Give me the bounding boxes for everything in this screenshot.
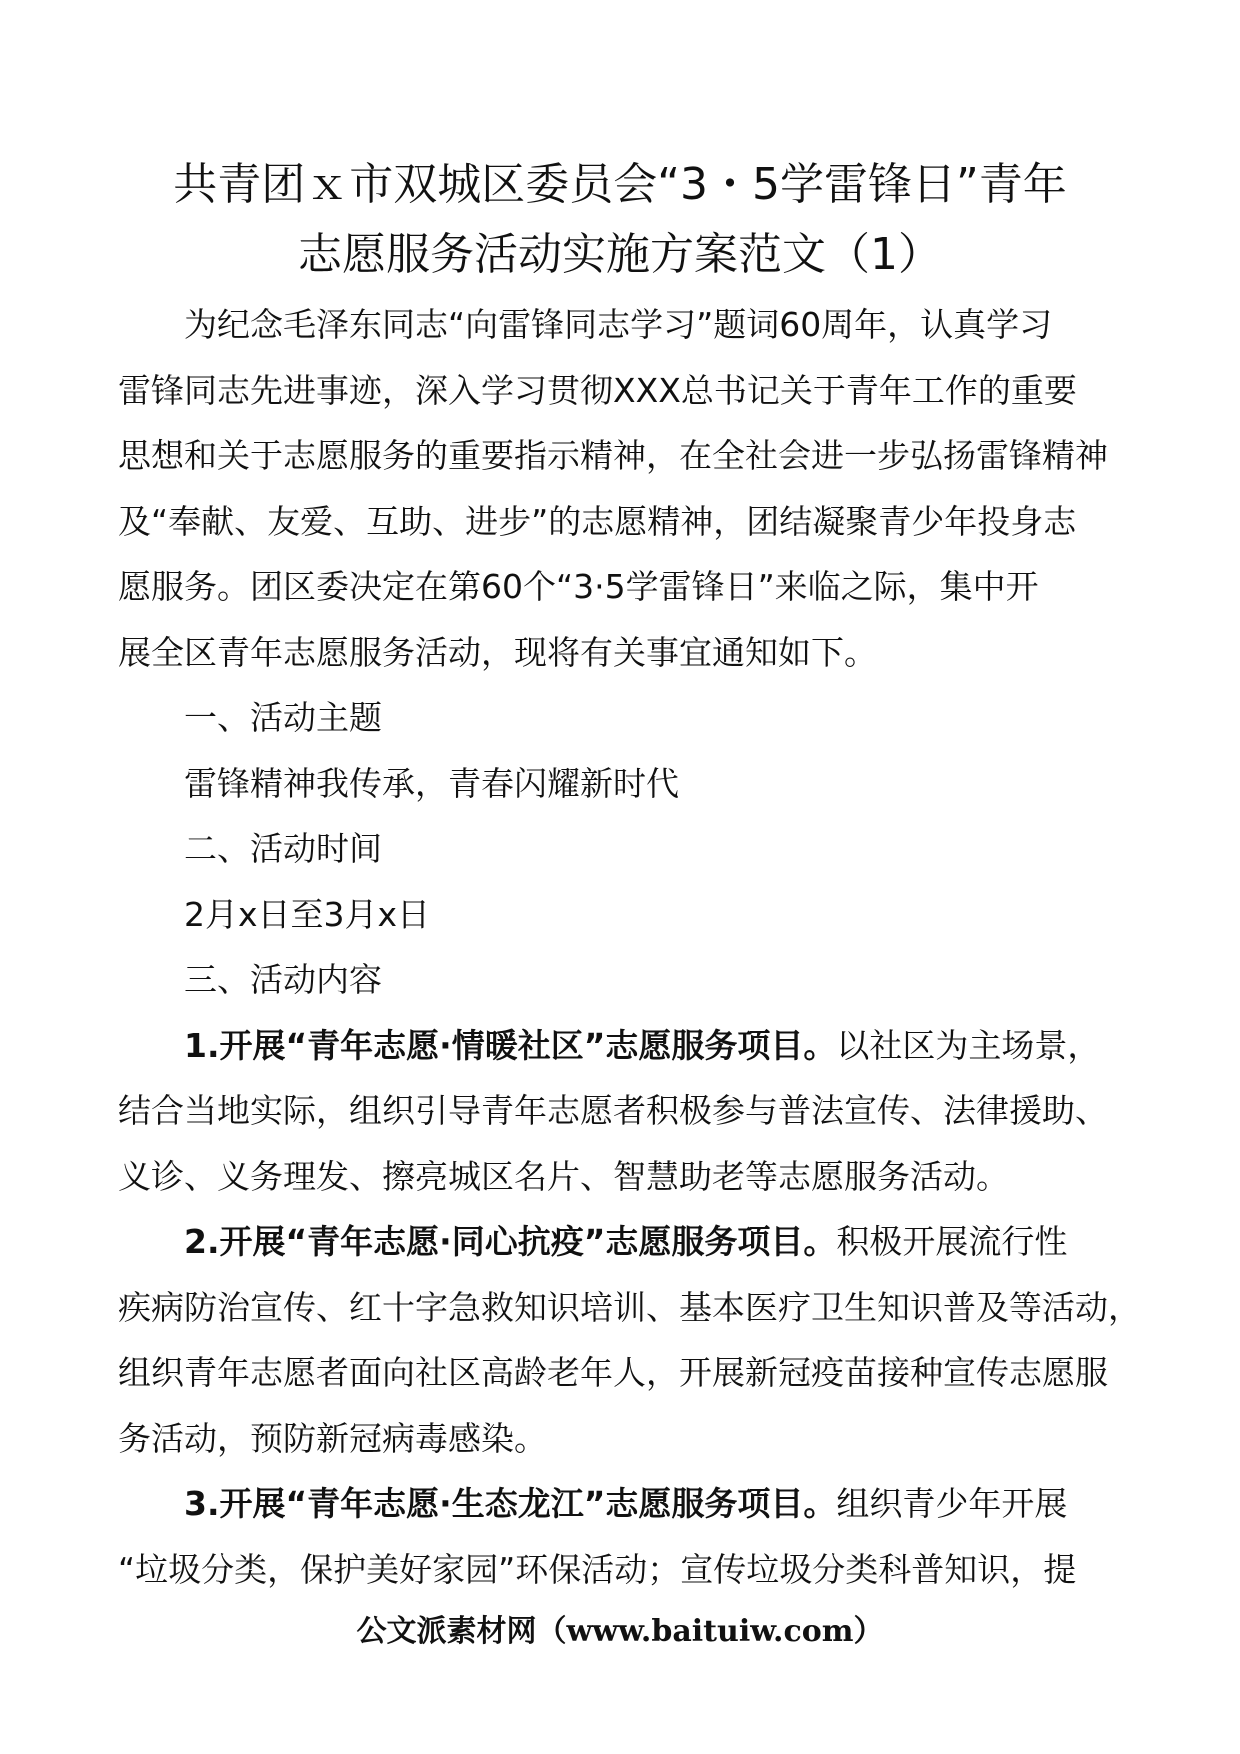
section-2-content [118,882,1148,948]
item-text: 以社区为主场景， [836,1025,1101,1065]
item-title: 2.开展“青年志愿·同心抗疫”志愿服务项目。 [184,1222,837,1261]
item-text: 组织青少年开展 [836,1484,1068,1523]
intro-paragraph [118,292,1148,685]
section-heading-text: 一、活动主题 [184,698,382,737]
item-title: 1.开展“青年志愿·情暖社区”志愿服务项目。 [184,1025,837,1065]
section-2-heading [118,816,1148,882]
item-line: 务活动，预防新冠病毒感染。 [118,1418,547,1458]
item-line: 结合当地实际，组织引导青年志愿者积极参与普法宣传、法律援助、 [118,1091,1108,1130]
section-content-text: 2月x日至3月x日 [184,894,431,934]
section-1-heading [118,685,1148,751]
title-line-2: 志愿服务活动实施方案范文（1） [298,229,942,280]
intro-line: 及“奉献、友爱、互助、进步”的志愿精神，团结凝聚青少年投身志 [118,501,1077,541]
document-title [100,150,1140,290]
intro-line: 为纪念毛泽东同志“向雷锋同志学习”题词60周年，认真学习 [184,305,1053,344]
activity-item-3 [118,1471,1148,1602]
section-1-content [118,751,1148,817]
intro-line: 展全区青年志愿服务活动，现将有关事宜通知如下。 [118,632,877,672]
section-heading-text: 二、活动时间 [184,829,382,868]
document-body [118,292,1148,1602]
item-line: 义诊、义务理发、擦亮城区名片、智慧助老等志愿服务活动。 [118,1156,1009,1196]
item-line [118,1471,1148,1537]
item-line: 疾病防治宣传、红十字急救知识培训、基本医疗卫生知识普及等活动， [118,1287,1141,1327]
intro-line: 思想和关于志愿服务的重要指示精神，在全社会进一步弘扬雷锋精神 [118,436,1108,475]
section-content-text: 雷锋精神我传承，青春闪耀新时代 [184,763,679,803]
activity-item-1 [118,1013,1148,1210]
section-heading-text: 三、活动内容 [184,960,382,999]
footer-source: 公文派素材网（www.baituiw.com） [356,1614,884,1649]
activity-item-2 [118,1209,1148,1471]
item-line: “垃圾分类，保护美好家园”环保活动；宣传垃圾分类科普知识，提 [118,1549,1077,1589]
item-title: 3.开展“青年志愿·生态龙江”志愿服务项目。 [184,1484,837,1523]
intro-line: 雷锋同志先进事迹，深入学习贯彻XXX总书记关于青年工作的重要 [118,370,1077,410]
item-line [118,1209,1148,1275]
intro-line: 愿服务。团区委决定在第60个“3·5学雷锋日”来临之际，集中开 [118,567,1039,606]
item-line: 组织青年志愿者面向社区高龄老年人，开展新冠疫苗接种宣传志愿服 [118,1353,1108,1392]
item-text: 积极开展流行性 [836,1222,1068,1261]
section-3-heading [118,947,1148,1013]
title-line-1: 共青团ｘ市双城区委员会“3・5学雷锋日”青年 [173,159,1067,210]
item-line [118,1013,1148,1079]
